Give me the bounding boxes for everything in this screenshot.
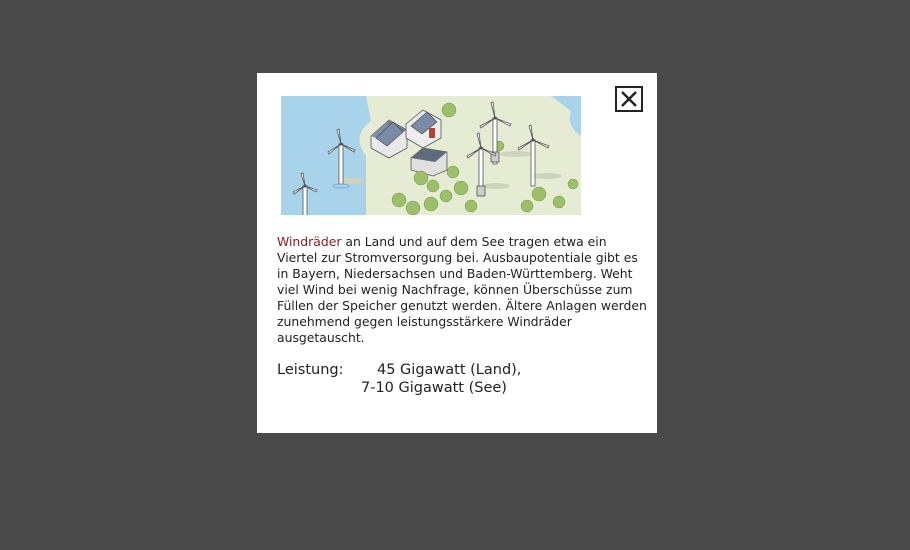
close-button[interactable] xyxy=(615,86,643,112)
description-text xyxy=(277,234,649,346)
description-body: an Land und auf dem See tragen etwa ein Viertel zur Stromversorgung bei. Ausbaupotentiale gibt es in Bayern, Niedersachsen und Baden-Württemberg. Weht viel Wind bei wenig Nachfrage, können Überschüsse zum Füllen der Speicher genutzt werden. Ältere Anlagen werden zunehmend gegen leistungsstärkere Windräder ausgetauscht. xyxy=(277,234,647,345)
power-label: Leistung: xyxy=(277,362,344,378)
wind-turbines-illustration xyxy=(281,96,581,215)
power-land-value: 45 Gigawatt (Land), xyxy=(377,362,522,378)
description-highlight[interactable]: Windräder xyxy=(277,234,342,249)
close-x-icon xyxy=(620,90,638,108)
info-modal xyxy=(257,73,657,433)
power-sea-value: 7-10 Gigawatt (See) xyxy=(361,380,507,396)
